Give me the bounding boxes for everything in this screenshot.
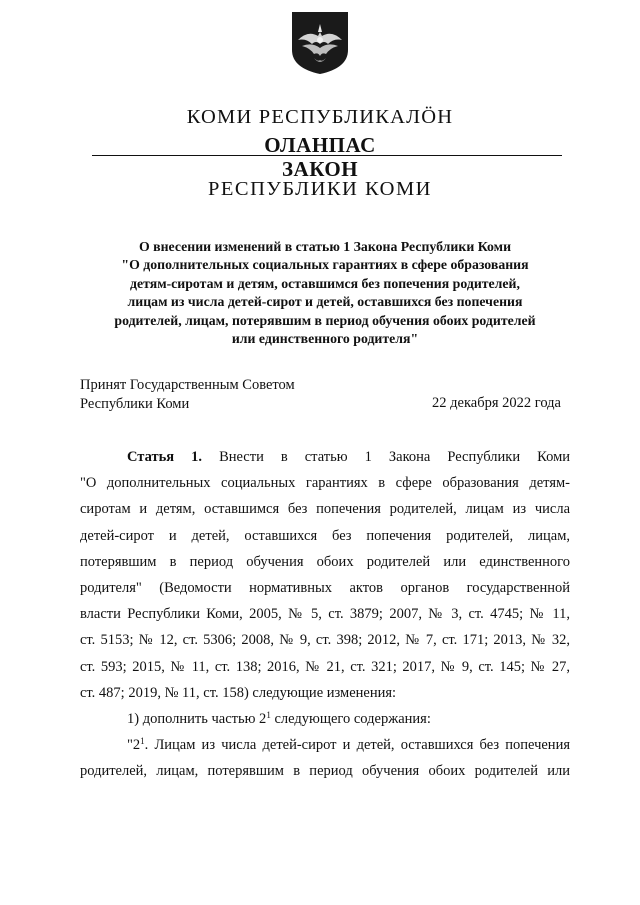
body-line: ст. 593; 2015, № 11, ст. 138; 2016, № 21, ст. 321; 2017, № 9, ст. 145; № 27,	[80, 658, 570, 675]
body-line: сиротам и детям, оставшимся без попечения родителей, лицам из числа	[80, 501, 570, 518]
body-line: потерявшим в период обучения обоих родителей или единственного	[80, 553, 570, 570]
header-zakon: ЗАКОН	[281, 157, 359, 181]
title-line: детям-сиротам и детям, оставшимся без попечения родителей,	[130, 275, 520, 291]
title-line: "О дополнительных социальных гарантиях в сфере образования	[121, 257, 529, 273]
body-line: ст. 487; 2019, № 11, ст. 158) следующие изменения:	[80, 684, 397, 701]
title-line: или единственного родителя"	[231, 331, 419, 347]
komi-coat-of-arms-icon	[288, 10, 352, 76]
accepted-line: Принят Государственным Советом	[80, 377, 295, 393]
item-1-line: 1) дополнить частью $2^1$ следующего содержания:	[127, 709, 431, 727]
header-republic: РЕСПУБЛИКИ КОМИ	[208, 178, 432, 200]
body-line: "О дополнительных социальных гарантиях в сфере образования детям-	[80, 475, 570, 492]
article-body	[80, 448, 570, 788]
law-title	[80, 238, 570, 348]
header-komi-line: КОМИ РЕСПУБЛИКАЛӦН	[186, 106, 454, 128]
body-text: Внести в статью 1 Закона Республики Коми	[219, 449, 571, 465]
article-label: Статья 1.	[127, 449, 203, 465]
accepted-line: Республики Коми	[80, 395, 190, 412]
title-line: родителей, лицам, потерявшим в период обучения обоих родителей	[114, 312, 536, 328]
header-divider	[92, 155, 562, 156]
body-line: детей-сирот и детей, оставшихся без попечения родителей, лицам,	[80, 527, 570, 544]
quote-line: родителей, лицам, потерявшим в период обучения обоих родителей или	[80, 763, 570, 780]
accepted-by	[80, 376, 295, 413]
body-line: ст. 5153; № 12, ст. 5306; 2008, № 9, ст. 398; 2012, № 7, ст. 171; 2013, № 32,	[80, 632, 570, 649]
adoption-date: 22 декабря 2022 года	[432, 395, 561, 411]
title-line: лицам из числа детей-сирот и детей, оставшихся без попечения	[127, 294, 523, 310]
title-line: О внесении изменений в статью 1 Закона Республики Коми	[138, 239, 512, 254]
body-line: власти Республики Коми, 2005, № 5, ст. 3879; 2007, № 3, ст. 4745; № 11,	[80, 606, 570, 623]
header-olanpas: ОЛАНПАС	[264, 133, 376, 157]
body-line	[80, 448, 570, 474]
body-line: родителя" (Ведомости нормативных актов органов государственной	[80, 579, 570, 596]
quote-line: "$2^1$. Лицам из числа детей-сирот и детей, оставшихся без попечения	[127, 736, 570, 754]
